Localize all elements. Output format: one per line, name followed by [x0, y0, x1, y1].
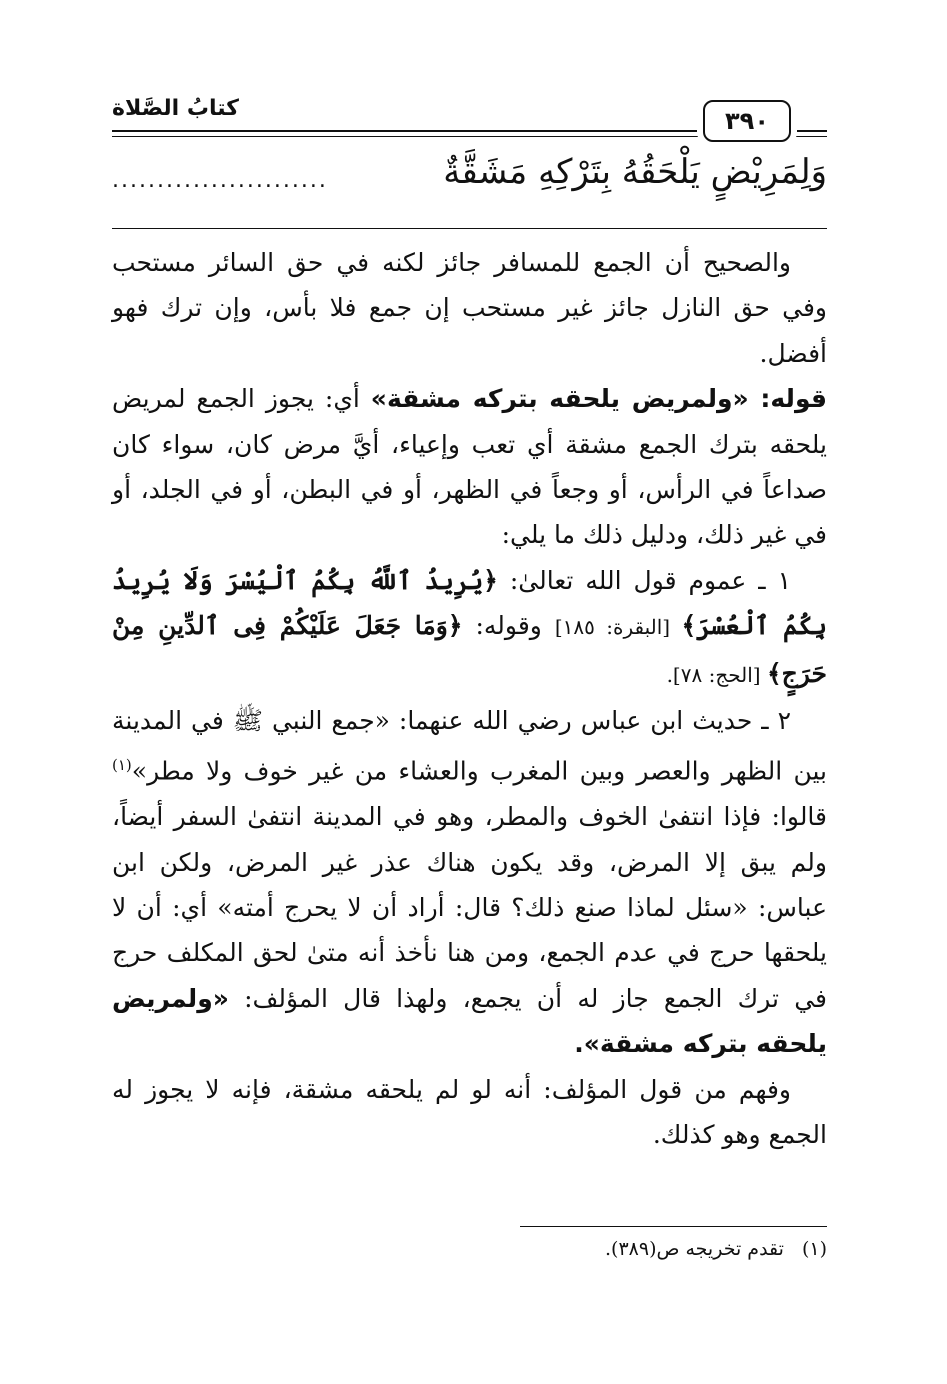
evidence-1-intro: ١ ـ عموم قول الله تعالىٰ:: [497, 565, 791, 595]
quoted-matn-end: «ولمريض يلحقه بتركه مشقة».: [112, 983, 827, 1059]
paragraph-4: [112, 698, 827, 1067]
hadith-text: ٢ ـ حديث ابن عباس رضي الله عنهما: «جمع النبي ﷺ في المدينة بين الظهر والعصر وبين المغرب والعشاء من غير خوف ولا مطر»: [112, 706, 827, 786]
paragraph-3: [112, 558, 827, 698]
footnote: [605, 1238, 827, 1260]
quran-verse-1: ﴿يُرِيدُ ٱللَّهُ بِكُمُ ٱلْيُسْرَ وَلَا يُرِيدُ بِكُمُ ٱلْعُسْرَ﴾: [112, 565, 828, 641]
evidence-1-connector: وقوله:: [462, 611, 555, 641]
commentary-body: [112, 240, 827, 1157]
matn-rule: [112, 228, 827, 229]
footnote-text: تقدم تخريجه ص(٣٨٩).: [604, 1238, 784, 1260]
verse-reference-2: [الحج: ٧٨].: [666, 662, 767, 687]
matn-text: وَلِمَرِيْضٍ يَلْحَقُهُ بِتَرْكِهِ مَشَقَّةٌ: [443, 152, 827, 192]
verse-reference-1: [البقرة: ١٨٥]: [554, 615, 682, 640]
paragraph-5: وفهم من قول المؤلف: أنه لو لم يلحقه مشقة، فإنه لا يجوز له الجمع وهو كذلك.: [112, 1074, 827, 1150]
footnote-number: (١): [801, 1238, 827, 1260]
paragraph-1: والصحيح أن الجمع للمسافر جائز لكنه في حق السائر مستحب وفي حق النازل جائز غير مستحب إن جمع فلا بأس، وإن ترك فهو أفضل.: [112, 248, 827, 368]
paragraph-2-text: أي: يجوز الجمع لمريض يلحقه بترك الجمع مشقة أي تعب وإعياء، أيَّ مرض كان، سواء كان صداعاً في الرأس، أو وجعاً في الظهر، أو في البطن، أو في الجلد، أو في غير ذلك، ودليل ذلك ما يلي:: [112, 384, 827, 550]
footnote-rule: [520, 1226, 827, 1227]
page-header: [112, 92, 827, 152]
paragraph-2: [112, 376, 827, 558]
quoted-matn: قوله: «ولمريض يلحقه بتركه مشقة»: [370, 384, 827, 414]
book-title: كتابُ الصَّلاة: [112, 96, 239, 121]
quran-verse-2: ﴿وَمَا جَعَلَ عَلَيْكُمْ فِى ٱلدِّينِ مِنْ حَرَجٍ﴾: [112, 611, 827, 688]
matn-dots: ........................: [112, 168, 328, 193]
page-number: ٣٩٠: [703, 100, 791, 142]
footnote-marker: (١): [112, 756, 132, 775]
paragraph-4-text: قالوا: فإذا انتفىٰ الخوف والمطر، وهو في المدينة انتفىٰ السفر أيضاً، ولم يبق إلا المرض، وقد يكون هناك عذر غير المرض، ولكن ابن عباس: «سئل لماذا صنع ذلك؟ قال: أراد أن لا يحرج أمته» أي: أن لا يلحقها حرج في عدم الجمع، ومن هنا نأخذ أنه متىٰ لحق المكلف حرج في ترك الجمع جاز له أن يجمع، ولهذا قال المؤلف:: [112, 802, 827, 1013]
